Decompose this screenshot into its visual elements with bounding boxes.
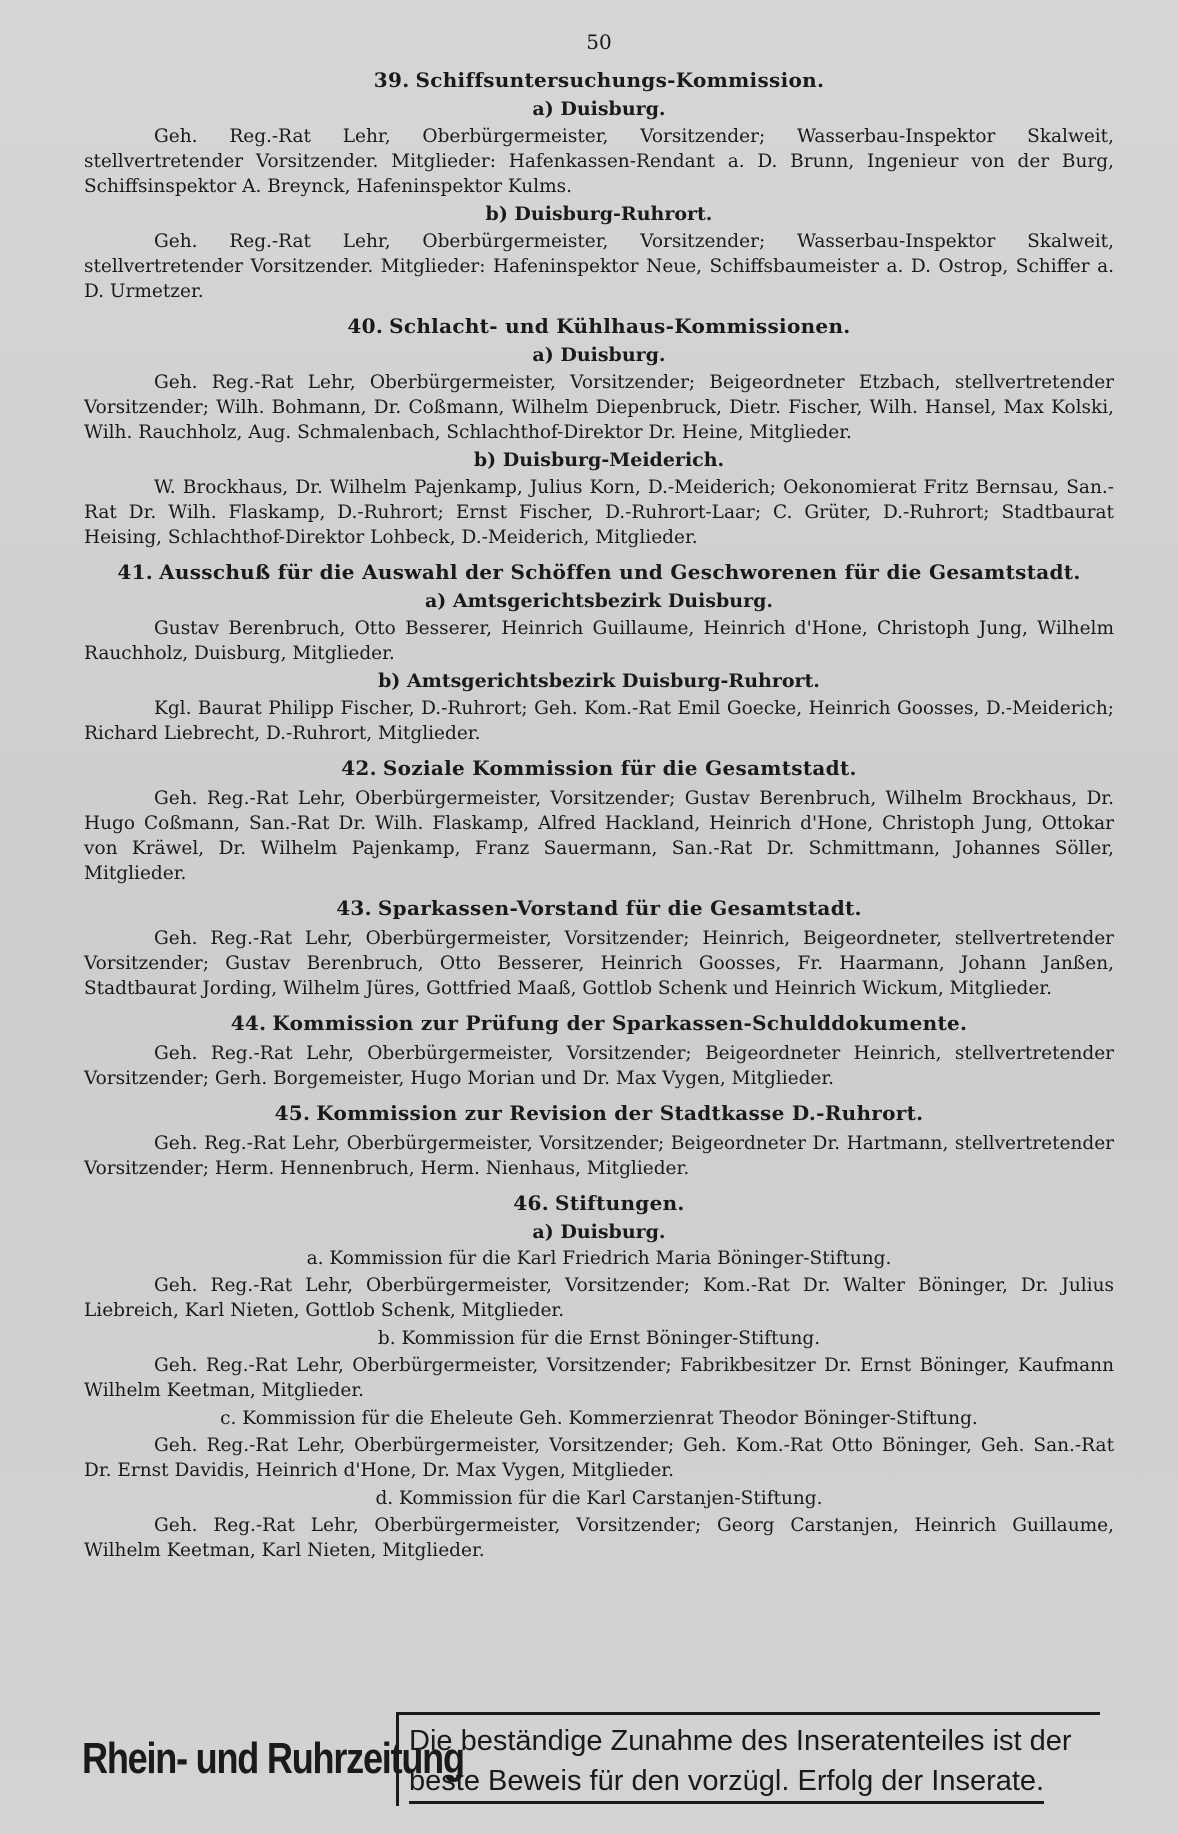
subheading: b) Duisburg-Ruhrort.	[485, 203, 713, 225]
paragraph: W. Brockhaus, Dr. Wilhelm Pajenkamp, Julius Korn, D.-Meiderich; Oekonomierat Fritz Bernsau, San.-Rat Dr. Wilh. Flaskamp, D.-Ruhrort; Ernst Fischer, D.-Ruhrort-Laar; C. Grüter, D.-Ruhrort; Stadtbaurat Heising, Schlachthof-Direktor Lohbeck, D.-Meiderich, Mitglieder.	[84, 477, 1114, 548]
section-41	[84, 560, 1114, 746]
commission-heading: c. Kommission für die Eheleute Geh. Kommerzienrat Theodor Böninger-Stiftung.	[220, 1408, 978, 1429]
paragraph: Geh. Reg.-Rat Lehr, Oberbürgermeister, Vorsitzender; Beigeordneter Dr. Hartmann, stellvertretender Vorsitzender; Herm. Hennenbruch, Herm. Nienhaus, Mitglieder.	[84, 1133, 1114, 1179]
section-number: 41.	[117, 560, 154, 584]
section-45	[84, 1101, 1114, 1181]
section-title-text: Sparkassen-Vorstand für die Gesamtstadt.	[377, 896, 862, 920]
paragraph: Gustav Berenbruch, Otto Besserer, Heinrich Guillaume, Heinrich d'Hone, Christoph Jung, Wilhelm Rauchholz, Duisburg, Mitglieder.	[84, 618, 1114, 664]
section-title	[84, 1101, 1114, 1125]
ad-line-1: Die beständige Zunahme des Inseratenteiles ist der	[409, 1725, 1072, 1757]
paragraph: Geh. Reg.-Rat Lehr, Oberbürgermeister, Vorsitzender; Wasserbau-Inspektor Skalweit, stellvertretender Vorsitzender. Mitglieder: Hafenkassen-Rendant a. D. Brunn, Ingenieur von der Burg, Schiffsinspektor A. Breynck, Hafeninspektor Kulms.	[84, 126, 1114, 197]
paragraph: Geh. Reg.-Rat Lehr, Oberbürgermeister, Vorsitzender; Georg Carstanjen, Heinrich Guillaume, Wilhelm Keetman, Karl Nieten, Mitglieder.	[84, 1515, 1114, 1561]
section-title-text: Kommission zur Prüfung der Sparkassen-Schulddokumente.	[272, 1011, 968, 1035]
page-number: 50	[586, 30, 612, 54]
paragraph: Geh. Reg.-Rat Lehr, Oberbürgermeister, Vorsitzender; Beigeordneter Heinrich, stellvertretender Vorsitzender; Gerh. Borgemeister, Hugo Morian und Dr. Max Vygen, Mitglieder.	[84, 1043, 1114, 1089]
section-number: 45.	[274, 1101, 311, 1125]
paragraph: Geh. Reg.-Rat Lehr, Oberbürgermeister, Vorsitzender; Fabrikbesitzer Dr. Ernst Böninger, Kaufmann Wilhelm Keetman, Mitglieder.	[84, 1355, 1114, 1401]
section-40	[84, 314, 1114, 550]
ad-line-2: beste Beweis für den vorzügl. Erfolg der Inserate.	[409, 1761, 1044, 1804]
section-number: 42.	[341, 756, 377, 780]
section-43	[84, 896, 1114, 1001]
section-46	[84, 1191, 1114, 1563]
paragraph: Kgl. Baurat Philipp Fischer, D.-Ruhrort; Geh. Kom.-Rat Emil Goecke, Heinrich Goosses, D.-Meiderich; Richard Liebrecht, D.-Ruhrort, Mitglieder.	[84, 698, 1114, 744]
section-title-text: Kommission zur Revision der Stadtkasse D.-Ruhrort.	[316, 1101, 924, 1125]
subheading: a) Duisburg.	[532, 1221, 666, 1243]
section-44	[84, 1011, 1114, 1091]
section-39	[84, 68, 1114, 304]
section-title-text: Stiftungen.	[554, 1191, 685, 1215]
section-title	[84, 314, 1114, 338]
section-title-text: Schlacht- und Kühlhaus-Kommissionen.	[389, 314, 851, 338]
paragraph: Geh. Reg.-Rat Lehr, Oberbürgermeister, Vorsitzender; Geh. Kom.-Rat Otto Böninger, Geh. San.-Rat Dr. Ernst Davidis, Heinrich d'Hone, Dr. Max Vygen, Mitglieder.	[84, 1435, 1114, 1481]
ad-brand-logo: Rhein- und Ruhrzeitung	[82, 1734, 464, 1783]
section-title	[84, 756, 1114, 780]
commission-heading: a. Kommission für die Karl Friedrich Maria Böninger-Stiftung.	[306, 1248, 892, 1269]
section-number: 44.	[230, 1011, 267, 1035]
paragraph: Geh. Reg.-Rat Lehr, Oberbürgermeister, Vorsitzender; Gustav Berenbruch, Wilhelm Brockhaus, Dr. Hugo Coßmann, San.-Rat Dr. Wilh. Flaskamp, Alfred Hackland, Heinrich d'Hone, Christoph Jung, Ottokar von Kräwel, Dr. Wilhelm Pajenkamp, Franz Sauermann, San.-Rat Dr. Schmittmann, Johannes Söller, Mitglieder.	[84, 788, 1114, 884]
section-number: 40.	[347, 314, 384, 338]
section-title-text: Ausschuß für die Auswahl der Schöffen und Geschworenen für die Gesamtstadt.	[159, 560, 1081, 584]
ad-text-box	[396, 1712, 1100, 1806]
subheading: a) Amtsgerichtsbezirk Duisburg.	[424, 590, 774, 612]
paragraph: Geh. Reg.-Rat Lehr, Oberbürgermeister, Vorsitzender; Heinrich, Beigeordneter, stellvertretender Vorsitzender; Gustav Berenbruch, Otto Besserer, Heinrich Goosses, Fr. Haarmann, Johann Janßen, Stadtbaurat Jording, Wilhelm Jüres, Gottfried Maaß, Gottlob Schenk und Heinrich Wickum, Mitglieder.	[84, 928, 1114, 999]
section-number: 39.	[373, 68, 410, 92]
subheading: a) Duisburg.	[532, 344, 666, 366]
section-number: 46.	[513, 1191, 549, 1215]
paragraph: Geh. Reg.-Rat Lehr, Oberbürgermeister, Vorsitzender; Wasserbau-Inspektor Skalweit, stellvertretender Vorsitzender. Mitglieder: Hafeninspektor Neue, Schiffsbaumeister a. D. Ostrop, Schiffer a. D. Urmetzer.	[84, 231, 1114, 302]
advertisement	[82, 1712, 1100, 1806]
section-number: 43.	[336, 896, 372, 920]
paragraph: Geh. Reg.-Rat Lehr, Oberbürgermeister, Vorsitzender; Kom.-Rat Dr. Walter Böninger, Dr. Julius Liebreich, Karl Nieten, Gottlob Schenk, Mitglieder.	[84, 1275, 1114, 1321]
subheading: b) Amtsgerichtsbezirk Duisburg-Ruhrort.	[378, 670, 820, 692]
section-title	[84, 1191, 1114, 1215]
section-title-text: Soziale Kommission für die Gesamtstadt.	[382, 756, 857, 780]
section-title	[84, 68, 1114, 92]
paragraph: Geh. Reg.-Rat Lehr, Oberbürgermeister, Vorsitzender; Beigeordneter Etzbach, stellvertretender Vorsitzender; Wilh. Bohmann, Dr. Coßmann, Wilhelm Diepenbruck, Dietr. Fischer, Wilh. Hansel, Max Kolski, Wilh. Rauchholz, Aug. Schmalenbach, Schlachthof-Direktor Dr. Heine, Mitglieder.	[84, 372, 1114, 443]
page-content	[84, 68, 1114, 1563]
section-title	[84, 560, 1114, 584]
section-title-text: Schiffsuntersuchungs-Kommission.	[415, 68, 825, 92]
commission-heading: d. Kommission für die Karl Carstanjen-Stiftung.	[375, 1488, 823, 1509]
section-title	[84, 896, 1114, 920]
subheading: b) Duisburg-Meiderich.	[473, 449, 725, 471]
section-42	[84, 756, 1114, 886]
commission-heading: b. Kommission für die Ernst Böninger-Stiftung.	[377, 1328, 821, 1349]
subheading: a) Duisburg.	[532, 98, 666, 120]
section-title	[84, 1011, 1114, 1035]
